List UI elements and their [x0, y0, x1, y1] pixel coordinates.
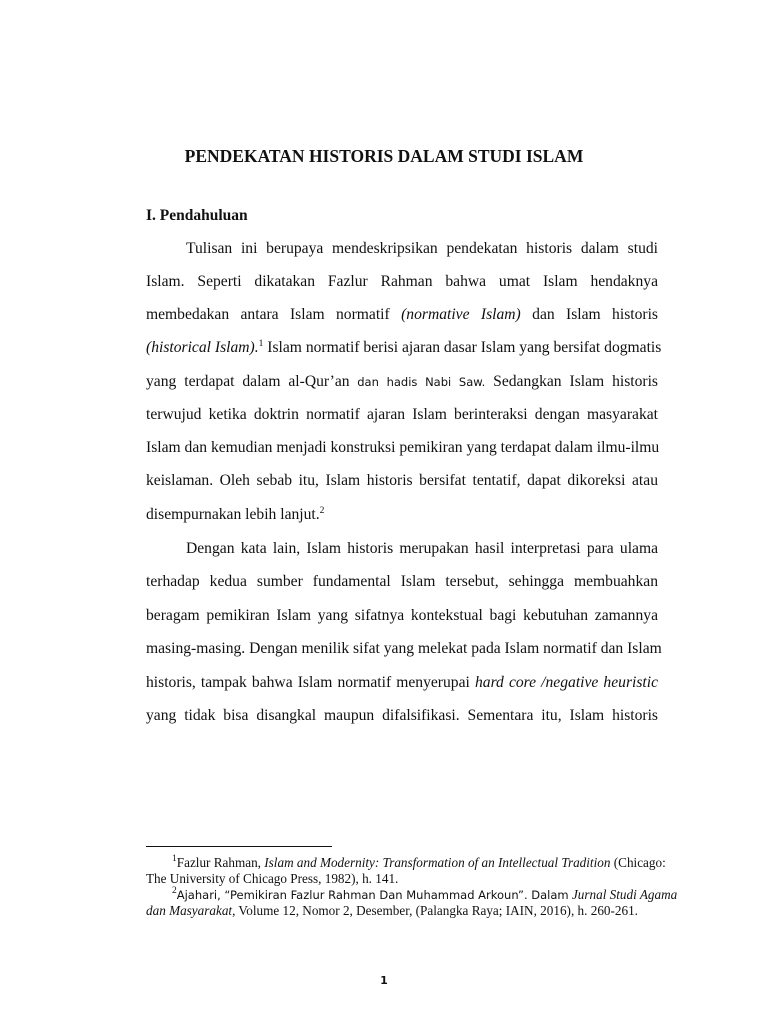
body-line: Dengan kata lain, Islam historis merupakan hasil interpretasi para ulama — [186, 540, 658, 557]
body-line: (historical Islam).$^1$ Islam normatif berisi ajaran dasar Islam yang bersifat dogmatis — [146, 339, 662, 356]
body-line: terwujud ketika doktrin normatif ajaran Islam berinteraksi dengan masyarakat — [146, 406, 658, 423]
footnote-separator — [146, 846, 332, 847]
italic-term: (historical Islam). — [146, 339, 259, 356]
italic-term: hard core /negative heuristic — [474, 674, 658, 691]
body-line: membedakan antara Islam normatif (normative Islam) dan Islam historis — [146, 306, 658, 323]
body-line: masing-masing. Dengan menilik sifat yang melekat pada Islam normatif dan Islam — [146, 640, 662, 657]
body-line: Islam. Seperti dikatakan Fazlur Rahman bahwa umat Islam hendaknya — [146, 273, 658, 290]
page-title: PENDEKATAN HISTORIS DALAM STUDI ISLAM — [184, 146, 584, 166]
body-line: yang terdapat dalam al-Qur’an dan hadis Nabi Saw. Sedangkan Islam historis — [146, 373, 658, 390]
body-line: yang tidak bisa disangkal maupun difalsifikasi. Sementara itu, Islam historis — [146, 707, 658, 724]
body-line: keislaman. Oleh sebab itu, Islam historis bersifat tentatif, dapat dikoreksi atau — [146, 472, 658, 489]
footnote-1: $^1$Fazlur Rahman, Islam and Modernity: Transformation of an Intellectual Tradition (Chicago: — [172, 854, 666, 870]
body-line: disempurnakan lebih lanjut.$^2$ — [146, 506, 325, 523]
body-line: Islam dan kemudian menjadi konstruksi pemikiran yang terdapat dalam ilmu-ilmu — [146, 439, 660, 456]
body-line: beragam pemikiran Islam yang sifatnya kontekstual bagi kebutuhan zamannya — [146, 607, 658, 624]
body-line: terhadap kedua sumber fundamental Islam tersebut, sehingga membuahkan — [146, 573, 658, 590]
footnote-2-cont: dan Masyarakat, Volume 12, Nomor 2, Desember, (Palangka Raya; IAIN, 2016), h. 260-261. — [146, 903, 638, 918]
body-line: historis, tampak bahwa Islam normatif menyerupai hard core /negative heuristic — [146, 674, 658, 691]
footnote-ref[interactable]: 2 — [319, 506, 325, 516]
footnote-2: $^2$Ajahari, “Pemikiran Fazlur Rahman Dan Muhammad Arkoun”. Dalam Jurnal Studi Agama — [172, 886, 678, 902]
body-line: Tulisan ini berupaya mendeskripsikan pendekatan historis dalam studi — [186, 240, 658, 257]
italic-term: (normative Islam) — [401, 306, 521, 323]
page-number: 1 — [380, 974, 388, 987]
footnote-1-cont: The University of Chicago Press, 1982), h. 141. — [146, 871, 399, 886]
footnote-ref[interactable]: 1 — [258, 339, 264, 349]
section-heading: I. Pendahuluan — [146, 207, 248, 224]
